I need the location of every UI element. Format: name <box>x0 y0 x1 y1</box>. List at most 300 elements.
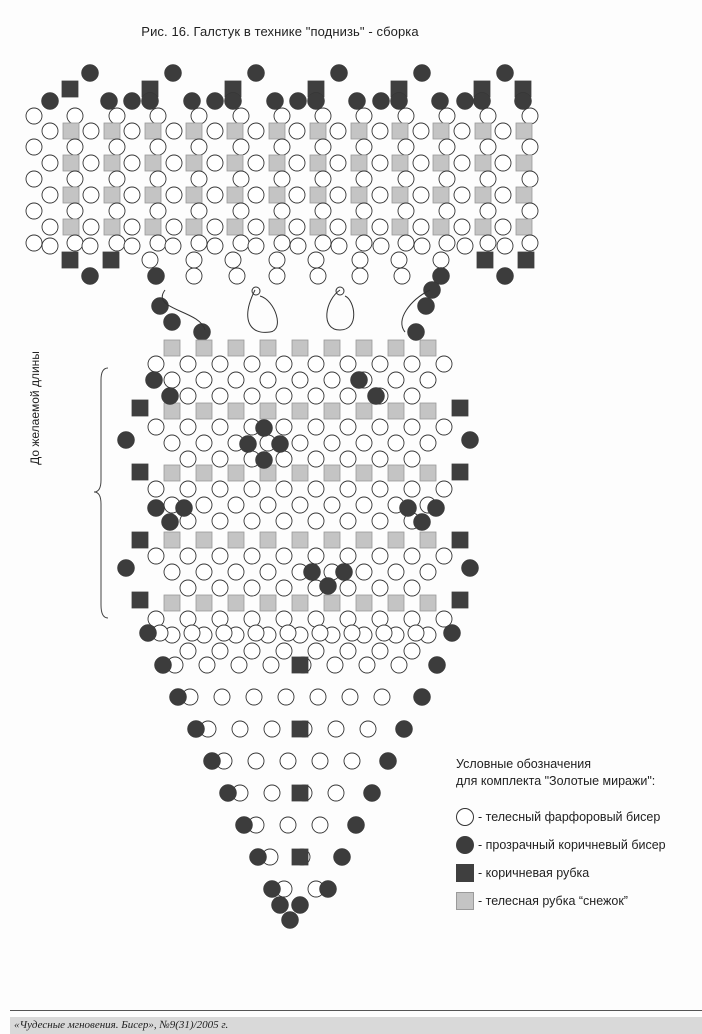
legend-label: - прозрачный коричневый бисер <box>478 838 666 852</box>
white-bead <box>330 219 346 235</box>
snow-bugle <box>186 187 202 203</box>
white-bead <box>495 219 511 235</box>
white-bead <box>26 139 42 155</box>
legend-item-snow-bugle <box>456 888 666 914</box>
white-bead <box>150 171 166 187</box>
white-bead <box>191 108 207 124</box>
white-bead <box>276 356 292 372</box>
brown-bugle <box>452 532 468 548</box>
brown-bead <box>351 372 368 389</box>
white-bead <box>228 564 244 580</box>
brown-bugle <box>132 532 148 548</box>
white-bead <box>269 252 285 268</box>
white-bead <box>26 235 42 251</box>
white-bead <box>315 203 331 219</box>
white-bead <box>394 268 410 284</box>
white-bead <box>207 123 223 139</box>
brown-bead <box>118 432 135 449</box>
snow-bugle <box>292 465 308 481</box>
white-bead <box>356 139 372 155</box>
snow-bugle <box>475 219 491 235</box>
white-bead <box>439 139 455 155</box>
white-bead <box>148 481 164 497</box>
snow-bugle <box>475 155 491 171</box>
white-bead <box>244 643 260 659</box>
snow-bugle <box>310 219 326 235</box>
snow-bugle <box>145 123 161 139</box>
white-bead <box>166 187 182 203</box>
white-bead <box>522 139 538 155</box>
white-bead <box>315 108 331 124</box>
white-bead <box>436 356 452 372</box>
brown-bead <box>368 388 385 405</box>
white-bead <box>292 372 308 388</box>
white-bead <box>359 657 375 673</box>
snow-bugle <box>310 187 326 203</box>
brown-bead <box>146 372 163 389</box>
white-bead <box>420 435 436 451</box>
white-bead <box>233 139 249 155</box>
white-bead <box>180 419 196 435</box>
snow-bugle <box>420 532 436 548</box>
white-bead <box>315 235 331 251</box>
white-bead <box>356 435 372 451</box>
white-bead <box>310 689 326 705</box>
brown-bead <box>414 65 431 82</box>
brown-bead <box>515 93 532 110</box>
dark-circle-icon <box>456 836 474 854</box>
tie-body-pattern <box>118 340 479 929</box>
white-bead <box>207 219 223 235</box>
brown-bead <box>414 514 431 531</box>
snow-bugle <box>186 219 202 235</box>
legend-title-line-2: для комплекта "Золотые миражи": <box>456 774 656 788</box>
brown-bead <box>457 93 474 110</box>
snow-bugle <box>63 123 79 139</box>
white-bead <box>42 155 58 171</box>
white-bead <box>436 548 452 564</box>
brown-bead <box>349 93 366 110</box>
white-bead <box>180 388 196 404</box>
white-bead <box>67 235 83 251</box>
snow-bugle <box>356 465 372 481</box>
snow-bugle <box>324 595 340 611</box>
white-bead <box>82 238 98 254</box>
white-bead <box>356 203 372 219</box>
white-bead <box>308 419 324 435</box>
white-bead <box>388 372 404 388</box>
white-bead <box>150 235 166 251</box>
legend-title <box>456 756 666 790</box>
brown-bead <box>124 93 141 110</box>
white-bead <box>164 435 180 451</box>
brown-bead <box>373 93 390 110</box>
white-bead <box>248 238 264 254</box>
snow-bugle <box>269 219 285 235</box>
white-bead <box>454 155 470 171</box>
white-bead <box>480 203 496 219</box>
thread-ring <box>336 287 344 295</box>
white-bead <box>372 356 388 372</box>
brown-bead <box>140 625 157 642</box>
white-bead <box>276 643 292 659</box>
white-bead <box>454 123 470 139</box>
white-bead <box>199 657 215 673</box>
white-bead <box>180 481 196 497</box>
white-bead <box>372 548 388 564</box>
white-bead <box>308 513 324 529</box>
snow-bugle <box>292 340 308 356</box>
white-bead <box>340 419 356 435</box>
white-bead <box>454 187 470 203</box>
white-bead <box>356 108 372 124</box>
white-bead <box>404 580 420 596</box>
brown-bead <box>236 817 253 834</box>
white-bead <box>292 435 308 451</box>
white-bead <box>276 513 292 529</box>
white-bead <box>404 388 420 404</box>
white-bead <box>248 219 264 235</box>
brown-bugle <box>292 657 308 673</box>
dark-square-icon <box>456 864 474 882</box>
white-bead <box>248 155 264 171</box>
snow-bugle <box>356 595 372 611</box>
brown-bead <box>162 514 179 531</box>
white-bead <box>439 108 455 124</box>
snow-bugle <box>475 123 491 139</box>
brown-bead <box>184 93 201 110</box>
white-bead <box>372 419 388 435</box>
white-bead <box>372 451 388 467</box>
white-bead <box>148 419 164 435</box>
white-bead <box>457 238 473 254</box>
brown-bead <box>152 298 169 315</box>
snow-bugle <box>164 595 180 611</box>
white-bead <box>439 203 455 219</box>
white-bead <box>404 611 420 627</box>
white-bead <box>216 625 232 641</box>
brown-bead <box>380 753 397 770</box>
white-bead <box>340 548 356 564</box>
white-bead <box>26 171 42 187</box>
white-bead <box>398 139 414 155</box>
white-bead <box>331 238 347 254</box>
brown-bead <box>320 578 337 595</box>
brown-bead <box>334 849 351 866</box>
white-bead <box>228 372 244 388</box>
snow-bugle <box>388 532 404 548</box>
snow-bugle <box>310 123 326 139</box>
white-bead <box>109 235 125 251</box>
white-bead <box>454 219 470 235</box>
brown-bead <box>264 881 281 898</box>
snow-bugle <box>260 532 276 548</box>
white-bead <box>196 564 212 580</box>
white-bead <box>229 268 245 284</box>
snow-bugle <box>392 219 408 235</box>
snow-bugle <box>292 595 308 611</box>
brown-bugle <box>103 252 119 268</box>
white-bead <box>233 108 249 124</box>
white-bead <box>290 238 306 254</box>
brown-bead <box>207 93 224 110</box>
white-bead <box>289 123 305 139</box>
white-bead <box>67 203 83 219</box>
snow-bugle <box>388 403 404 419</box>
snow-bugle <box>63 155 79 171</box>
white-bead <box>433 252 449 268</box>
brown-bead <box>429 657 446 674</box>
snow-bugle <box>388 595 404 611</box>
white-bead <box>212 451 228 467</box>
snow-bugle <box>433 219 449 235</box>
brown-bugle <box>292 721 308 737</box>
brown-bead <box>400 500 417 517</box>
snow-bugle <box>164 532 180 548</box>
snow-bugle <box>164 465 180 481</box>
brown-bugle <box>452 464 468 480</box>
white-bead <box>42 219 58 235</box>
white-bead <box>495 123 511 139</box>
white-bead <box>248 187 264 203</box>
white-bead <box>497 238 513 254</box>
white-bead <box>413 219 429 235</box>
white-bead <box>372 187 388 203</box>
white-bead <box>420 564 436 580</box>
white-bead <box>413 187 429 203</box>
white-bead <box>276 419 292 435</box>
white-bead <box>124 155 140 171</box>
white-bead <box>356 235 372 251</box>
brown-bead <box>474 93 491 110</box>
snow-bugle <box>392 187 408 203</box>
white-bead <box>276 451 292 467</box>
white-bead <box>233 171 249 187</box>
white-bead <box>244 481 260 497</box>
white-bead <box>180 611 196 627</box>
brown-bead <box>336 564 353 581</box>
white-bead <box>274 171 290 187</box>
white-bead <box>522 203 538 219</box>
white-bead <box>263 657 279 673</box>
snow-bugle <box>104 123 120 139</box>
white-bead <box>280 625 296 641</box>
white-bead <box>109 171 125 187</box>
snow-bugle <box>228 403 244 419</box>
brown-bead <box>267 93 284 110</box>
snow-bugle <box>104 219 120 235</box>
white-bead <box>330 155 346 171</box>
white-bead <box>328 785 344 801</box>
white-bead <box>315 171 331 187</box>
brown-bead <box>272 436 289 453</box>
white-bead <box>212 481 228 497</box>
snow-bugle <box>392 123 408 139</box>
snow-bugle <box>356 403 372 419</box>
white-bead <box>109 108 125 124</box>
brown-bead <box>148 500 165 517</box>
white-bead <box>308 451 324 467</box>
brown-bugle <box>62 252 78 268</box>
white-bead <box>330 123 346 139</box>
legend-item-brown-bead <box>456 832 666 858</box>
brown-bead <box>165 65 182 82</box>
white-bead <box>248 123 264 139</box>
white-bead <box>480 235 496 251</box>
white-circle-icon <box>456 808 474 826</box>
snow-bugle <box>475 187 491 203</box>
length-label: До желаемой длины <box>28 351 42 465</box>
snow-bugle <box>351 187 367 203</box>
white-bead <box>186 252 202 268</box>
white-bead <box>42 123 58 139</box>
snow-bugle <box>145 219 161 235</box>
legend-item-white-bead <box>456 804 666 830</box>
white-bead <box>327 657 343 673</box>
snow-bugle <box>292 532 308 548</box>
brown-bead <box>82 65 99 82</box>
brown-bead <box>248 65 265 82</box>
white-bead <box>269 268 285 284</box>
white-bead <box>244 513 260 529</box>
white-bead <box>388 435 404 451</box>
snow-bugle <box>292 403 308 419</box>
white-bead <box>324 497 340 513</box>
white-bead <box>274 203 290 219</box>
white-bead <box>231 657 247 673</box>
white-bead <box>276 481 292 497</box>
white-bead <box>436 419 452 435</box>
brown-bead <box>82 268 99 285</box>
white-bead <box>352 252 368 268</box>
white-bead <box>308 611 324 627</box>
collar-pattern <box>26 65 538 285</box>
legend <box>456 756 666 914</box>
brown-bead <box>250 849 267 866</box>
brown-bead <box>292 897 309 914</box>
white-bead <box>439 171 455 187</box>
white-bead <box>495 155 511 171</box>
brown-bead <box>42 93 59 110</box>
snow-bugle <box>516 155 532 171</box>
brown-bead <box>101 93 118 110</box>
snow-bugle <box>351 219 367 235</box>
snow-bugle <box>516 187 532 203</box>
snow-bugle <box>186 123 202 139</box>
white-bead <box>207 238 223 254</box>
white-bead <box>276 611 292 627</box>
white-bead <box>340 451 356 467</box>
white-bead <box>184 625 200 641</box>
snow-bugle <box>269 187 285 203</box>
brown-bead <box>462 432 479 449</box>
white-bead <box>196 497 212 513</box>
white-bead <box>372 611 388 627</box>
white-bead <box>150 108 166 124</box>
snow-bugle <box>420 340 436 356</box>
white-bead <box>413 155 429 171</box>
white-bead <box>308 643 324 659</box>
brown-bugle <box>518 252 534 268</box>
white-bead <box>374 689 390 705</box>
white-bead <box>233 235 249 251</box>
brown-bead <box>164 314 181 331</box>
white-bead <box>42 187 58 203</box>
snow-bugle <box>420 403 436 419</box>
brown-bead <box>204 753 221 770</box>
brown-bugle <box>452 400 468 416</box>
white-bead <box>150 203 166 219</box>
white-bead <box>248 625 264 641</box>
brown-bead <box>290 93 307 110</box>
white-bead <box>312 753 328 769</box>
white-bead <box>214 689 230 705</box>
snow-bugle <box>228 340 244 356</box>
snow-bugle <box>196 595 212 611</box>
white-bead <box>292 497 308 513</box>
brown-bead <box>462 560 479 577</box>
white-bead <box>180 356 196 372</box>
white-bead <box>280 817 296 833</box>
white-bead <box>124 187 140 203</box>
brown-bead <box>320 881 337 898</box>
white-bead <box>276 580 292 596</box>
white-bead <box>340 388 356 404</box>
snow-bugle <box>433 155 449 171</box>
brown-bead <box>176 500 193 517</box>
snow-bugle <box>324 340 340 356</box>
figure-title: Рис. 16. Галстук в технике "поднизь" - сборка <box>141 24 419 39</box>
white-bead <box>408 625 424 641</box>
snow-bugle <box>356 532 372 548</box>
white-bead <box>232 721 248 737</box>
white-bead <box>308 548 324 564</box>
white-bead <box>310 268 326 284</box>
brown-bugle <box>477 252 493 268</box>
snow-bugle <box>227 155 243 171</box>
legend-list <box>456 804 666 914</box>
white-bead <box>480 171 496 187</box>
white-bead <box>391 252 407 268</box>
white-bead <box>404 451 420 467</box>
brown-bead <box>162 388 179 405</box>
white-bead <box>244 611 260 627</box>
brown-bugle <box>132 464 148 480</box>
white-bead <box>373 238 389 254</box>
snow-bugle <box>227 187 243 203</box>
white-bead <box>83 155 99 171</box>
white-bead <box>207 155 223 171</box>
snow-bugle <box>420 465 436 481</box>
white-bead <box>372 513 388 529</box>
white-bead <box>109 139 125 155</box>
snow-bugle <box>351 155 367 171</box>
white-bead <box>352 268 368 284</box>
brown-bead <box>497 65 514 82</box>
white-bead <box>212 548 228 564</box>
white-bead <box>278 689 294 705</box>
brown-bead <box>194 324 211 341</box>
snow-bugle <box>228 595 244 611</box>
white-bead <box>289 187 305 203</box>
grey-square-icon <box>456 892 474 910</box>
white-bead <box>212 356 228 372</box>
footer-citation: «Чудесные мгновения. Бисер», №9(31)/2005 г. <box>10 1017 702 1034</box>
white-bead <box>388 564 404 580</box>
white-bead <box>180 580 196 596</box>
white-bead <box>404 643 420 659</box>
white-bead <box>330 187 346 203</box>
